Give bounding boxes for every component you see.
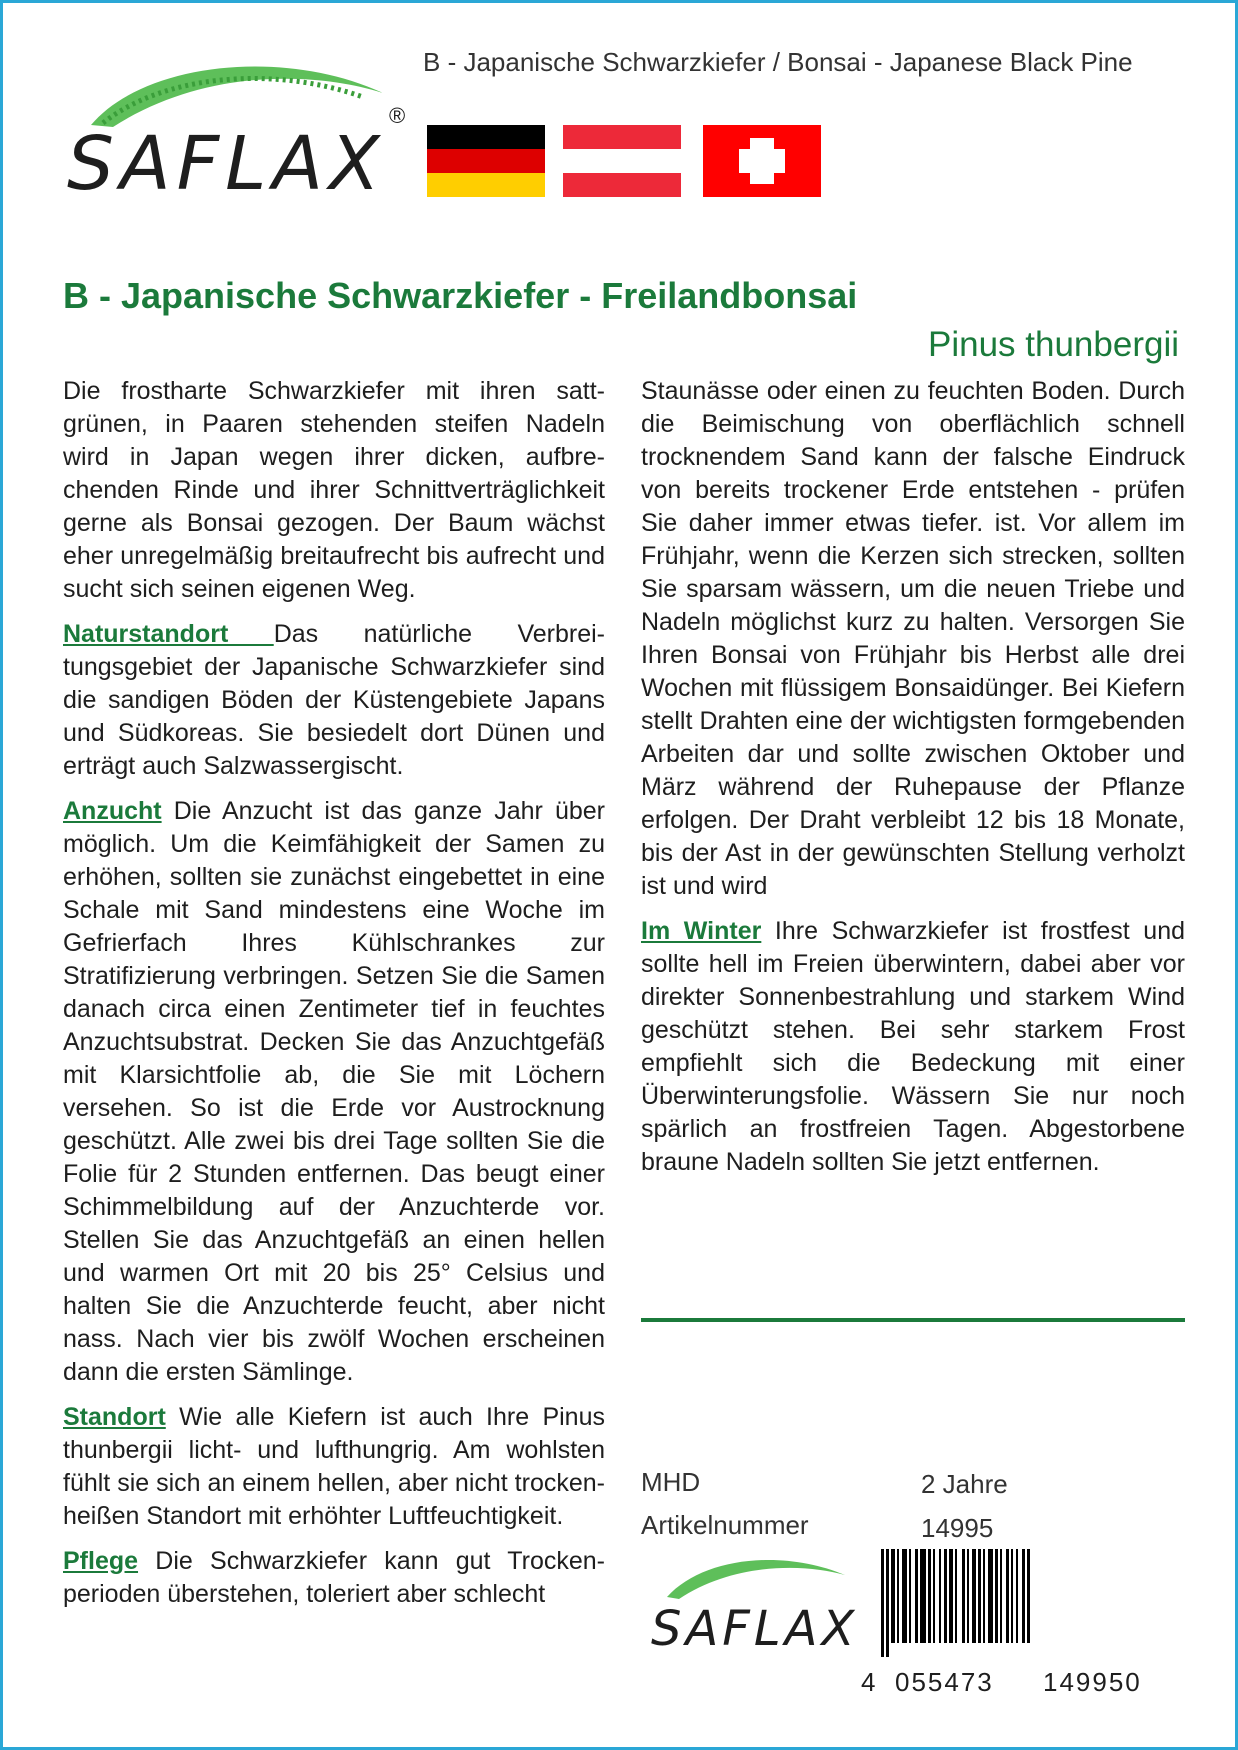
barcode-bar: [1011, 1549, 1013, 1643]
latin-name: Pinus thunbergii: [928, 325, 1179, 364]
switzerland-flag: [703, 125, 821, 197]
footer-logo-swoosh-icon: [663, 1551, 853, 1601]
barcode-lead-digit: 4: [861, 1667, 876, 1697]
barcode-bar: [978, 1549, 981, 1643]
article-number-value: 14995: [921, 1513, 994, 1543]
page-title: B - Japanische Schwarzkiefer - Freilandbonsai: [63, 275, 858, 316]
right-column: [641, 375, 1185, 1191]
barcode-bar: [967, 1549, 969, 1643]
footer-saflax-logo: SAFLAX: [651, 1601, 859, 1657]
barcode-right-digits: 149950: [1043, 1667, 1142, 1697]
barcode-bar: [909, 1549, 911, 1643]
saflax-logo: SAFLAX: [67, 121, 386, 207]
barcode: [881, 1549, 1183, 1657]
barcode-bar: [902, 1549, 907, 1643]
standort-paragraph: [63, 1401, 605, 1533]
standort-text: Wie alle Kiefern ist auch Ihre Pinus thunbergii licht- und lufthungrig. Am wohlsten fühlt sie sich an einem hellen, aber nicht trocken-heißen Standort mit erhöhter Luftfeuchtigkeit.: [63, 1403, 605, 1530]
section-divider: [641, 1318, 1185, 1322]
austria-flag: [563, 125, 681, 197]
barcode-bar: [949, 1549, 953, 1643]
barcode-bar: [881, 1549, 884, 1657]
naturstandort-paragraph: [63, 618, 605, 783]
barcode-bar: [933, 1549, 935, 1643]
barcode-bar: [944, 1549, 947, 1643]
registered-mark: ®: [389, 103, 406, 128]
naturstandort-heading: Naturstandort: [63, 620, 274, 648]
mhd-value: 2 Jahre: [921, 1469, 1008, 1499]
barcode-bar: [920, 1549, 926, 1643]
standort-heading: Standort: [63, 1403, 166, 1431]
naturstandort-text: Das natürliche Verbreitungsgebiet der Japanische Schwarzkiefer sind die sandigen Böden der Küstengebiete Japans und Südkoreas. Sie besiedelt dort Dünen und erträgt auch Salzwassergischt.: [63, 620, 605, 780]
barcode-bar: [995, 1549, 998, 1643]
winter-paragraph: [641, 915, 1185, 1179]
winter-heading: Im Winter: [641, 917, 762, 945]
barcode-bar: [1000, 1549, 1002, 1643]
left-column: [63, 375, 605, 1623]
barcode-bar: [988, 1549, 993, 1643]
barcode-bar: [928, 1549, 931, 1643]
barcode-bar: [972, 1549, 976, 1643]
germany-flag: [427, 125, 545, 197]
anzucht-heading: Anzucht: [63, 797, 162, 825]
barcode-bar: [955, 1549, 957, 1643]
anzucht-text: Die Anzucht ist das ganze Jahr über möglich. Um die Keimfähigkeit der Samen zu erhöhen, sollten sie zunächst eingebettet in eine Schale mit Sand mindestens eine Woche im Gefrierfach Ihres Kühlschrankes zur Stratifizierung verbringen. Setzen Sie die Samen danach circa einen Zentimeter tief in feuchtes Anzuchtsubstrat. Decken Sie das Anzuchtgefäß mit Klarsichtfolie ab, die Sie mit Löchern versehen. So ist die Erde vor Austrocknung geschützt. Alle zwei bis drei Tage sollten Sie die Folie für 2 Stunden entfernen. Das beugt einer Schimmelbildung auf der Anzuchterde vor. Stellen Sie das Anzuchtgefäß an einen hellen und warmen Ort mit 20 bis 25° Celsius und halten Sie die Anzuchterde feucht, aber nicht nass. Nach vier bis zwölf Wochen erscheinen dann die ersten Sämlinge.: [63, 797, 605, 1386]
pflege-continuation: Staunässe oder einen zu feuchten Boden. Durch die Beimischung von oberflächlich schnell trocknendem Sand kann der falsche Eindruck von bereits trockener Erde entstehen - prüfen Sie daher immer etwas tiefer. ist. Vor allem im Frühjahr, wenn die Kerzen sich strecken, sollten Sie sparsam wässern, um die neuen Triebe und Nadeln möglichst kurz zu halten. Versorgen Sie Ihren Bonsai von Frühjahr bis Herbst alle drei Wochen mit flüssigem Bonsaidünger. Bei Kiefern stellt Drahten eine der wichtigsten formgebenden Arbeiten dar und sollte zwischen Oktober und März während der Ruhepause der Pflanze erfolgen. Der Draht verbleibt 12 bis 18 Monate, bis der Ast in der gewünschten Stellung verholzt ist und wird: [641, 377, 1185, 900]
article-number-label: Artikelnummer: [641, 1510, 809, 1540]
barcode-bar: [886, 1549, 889, 1657]
barcode-bar: [1016, 1549, 1018, 1643]
pflege-text: Die Schwarzkiefer kann gut Trockenperioden überstehen, toleriert aber schlecht: [63, 1547, 605, 1608]
barcode-bar: [939, 1549, 941, 1643]
barcode-bar: [962, 1549, 965, 1643]
barcode-bar: [897, 1549, 899, 1643]
intro-paragraph: Die frostharte Schwarzkiefer mit ihren sattgrünen, in Paaren stehenden steifen Nadeln wird in Japan wegen ihrer dicken, aufbrechenden Rinde und ihrer Schnittverträglichkeit gerne als Bonsai gezogen. Der Baum wächst eher unregelmäßig breitaufrecht bis aufrecht und sucht sich seinen eigenen Weg.: [63, 377, 605, 603]
pflege-paragraph: [63, 1545, 605, 1611]
mhd-label: MHD: [641, 1467, 701, 1497]
barcode-bar: [1027, 1549, 1030, 1643]
anzucht-paragraph: [63, 795, 605, 1389]
pflege-heading: Pflege: [63, 1547, 139, 1575]
header-caption: B - Japanische Schwarzkiefer / Bonsai - Japanese Black Pine: [423, 47, 1133, 77]
barcode-bar: [915, 1549, 918, 1643]
barcode-bar: [1006, 1549, 1009, 1643]
barcode-bar: [983, 1549, 985, 1643]
winter-text: Ihre Schwarzkiefer ist frostfest und sollte hell im Freien überwintern, dabei aber vor direkter Sonnenbestrahlung und starkem Wind geschützt stehen. Bei sehr starkem Frost empfiehlt sich die Bedeckung mit einer Überwinterungsfolie. Wässern Sie nur noch spärlich an frostfreien Tagen. Abgestorbene braune Nadeln sollten Sie jetzt entfernen.: [641, 917, 1185, 1176]
barcode-bar: [1022, 1549, 1025, 1643]
barcode-left-digits: 055473: [895, 1667, 994, 1697]
barcode-bar: [891, 1549, 895, 1643]
